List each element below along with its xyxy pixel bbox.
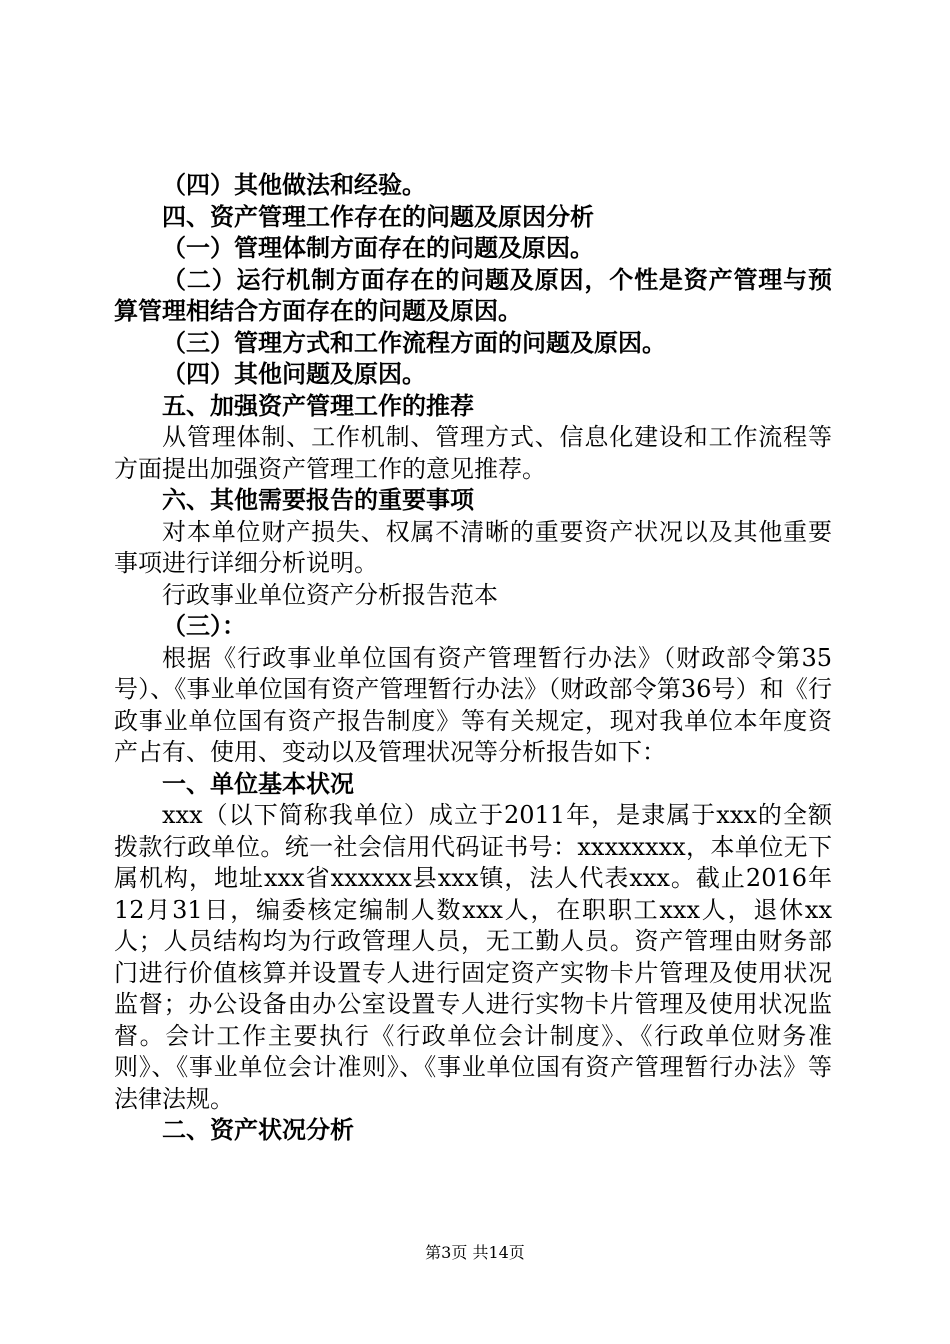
paragraph-other-matters: 对本单位财产损失、权属不清晰的重要资产状况以及其他重要事项进行详细分析说明。 [114,517,832,577]
paragraph-method-problems: （三）管理方式和工作流程方面的问题及原因。 [162,328,666,357]
document-body [114,170,832,1147]
section-heading-other-matters: 六、其他需要报告的重要事项 [162,486,474,514]
page-number-footer: 第3页 共14页 [425,1243,525,1262]
paragraph-mechanism-problems: （二）运行机制方面存在的问题及原因，个性是资产管理与预算管理相结合方面存在的问题及原因。 [114,265,832,325]
paragraph-basic-status: xxx（以下简称我单位）成立于2011年，是隶属于xxx的全额拨款行政单位。统一社会信用代码证书号：xxxxxxxx，本单位无下属机构，地址xxx省xxxxxx县xxx镇，法人代表xxx。截止2016年12月31日，编委核定编制人数xxx人，在职职工xxx人，退休xx人；人员结构均为行政管理人员，无工勤人员。资产管理由财务部门进行价值核算并设置专人进行固定资产实物卡片管理及使用状况监督；办公设备由办公室设置专人进行实物卡片管理及使用状况监督。会计工作主要执行《行政单位会计制度》、《行政单位财务准则》、《事业单位会计准则》、《事业单位国有资产管理暂行办法》等法律法规。 [114,801,832,1113]
section-heading-asset-analysis: 二、资产状况分析 [162,1116,354,1144]
section-heading-basic-status: 一、单位基本状况 [162,769,354,798]
section-heading-recommendations: 五、加强资产管理工作的推荐 [162,391,474,420]
paragraph-intro: 根据《行政事业单位国有资产管理暂行办法》（财政部令第35号）、《事业单位国有资产管理暂行办法》（财政部令第36号）和《行政事业单位国有资产报告制度》等有关规定，现对我单位本年度资产占有、使用、变动以及管理状况等分析报告如下： [114,643,832,766]
paragraph-other-practices: （四）其他做法和经验。 [162,171,426,199]
paragraph-system-problems: （一）管理体制方面存在的问题及原因。 [162,234,594,262]
subtitle-part-three: （三）： [162,612,246,640]
paragraph-recommendations: 从管理体制、工作机制、管理方式、信息化建设和工作流程等方面提出加强资产管理工作的意见推荐。 [114,423,832,483]
document-title: 行政事业单位资产分析报告范本 [162,580,498,609]
section-heading-problems: 四、资产管理工作存在的问题及原因分析 [162,202,594,231]
paragraph-other-problems: （四）其他问题及原因。 [162,360,426,388]
